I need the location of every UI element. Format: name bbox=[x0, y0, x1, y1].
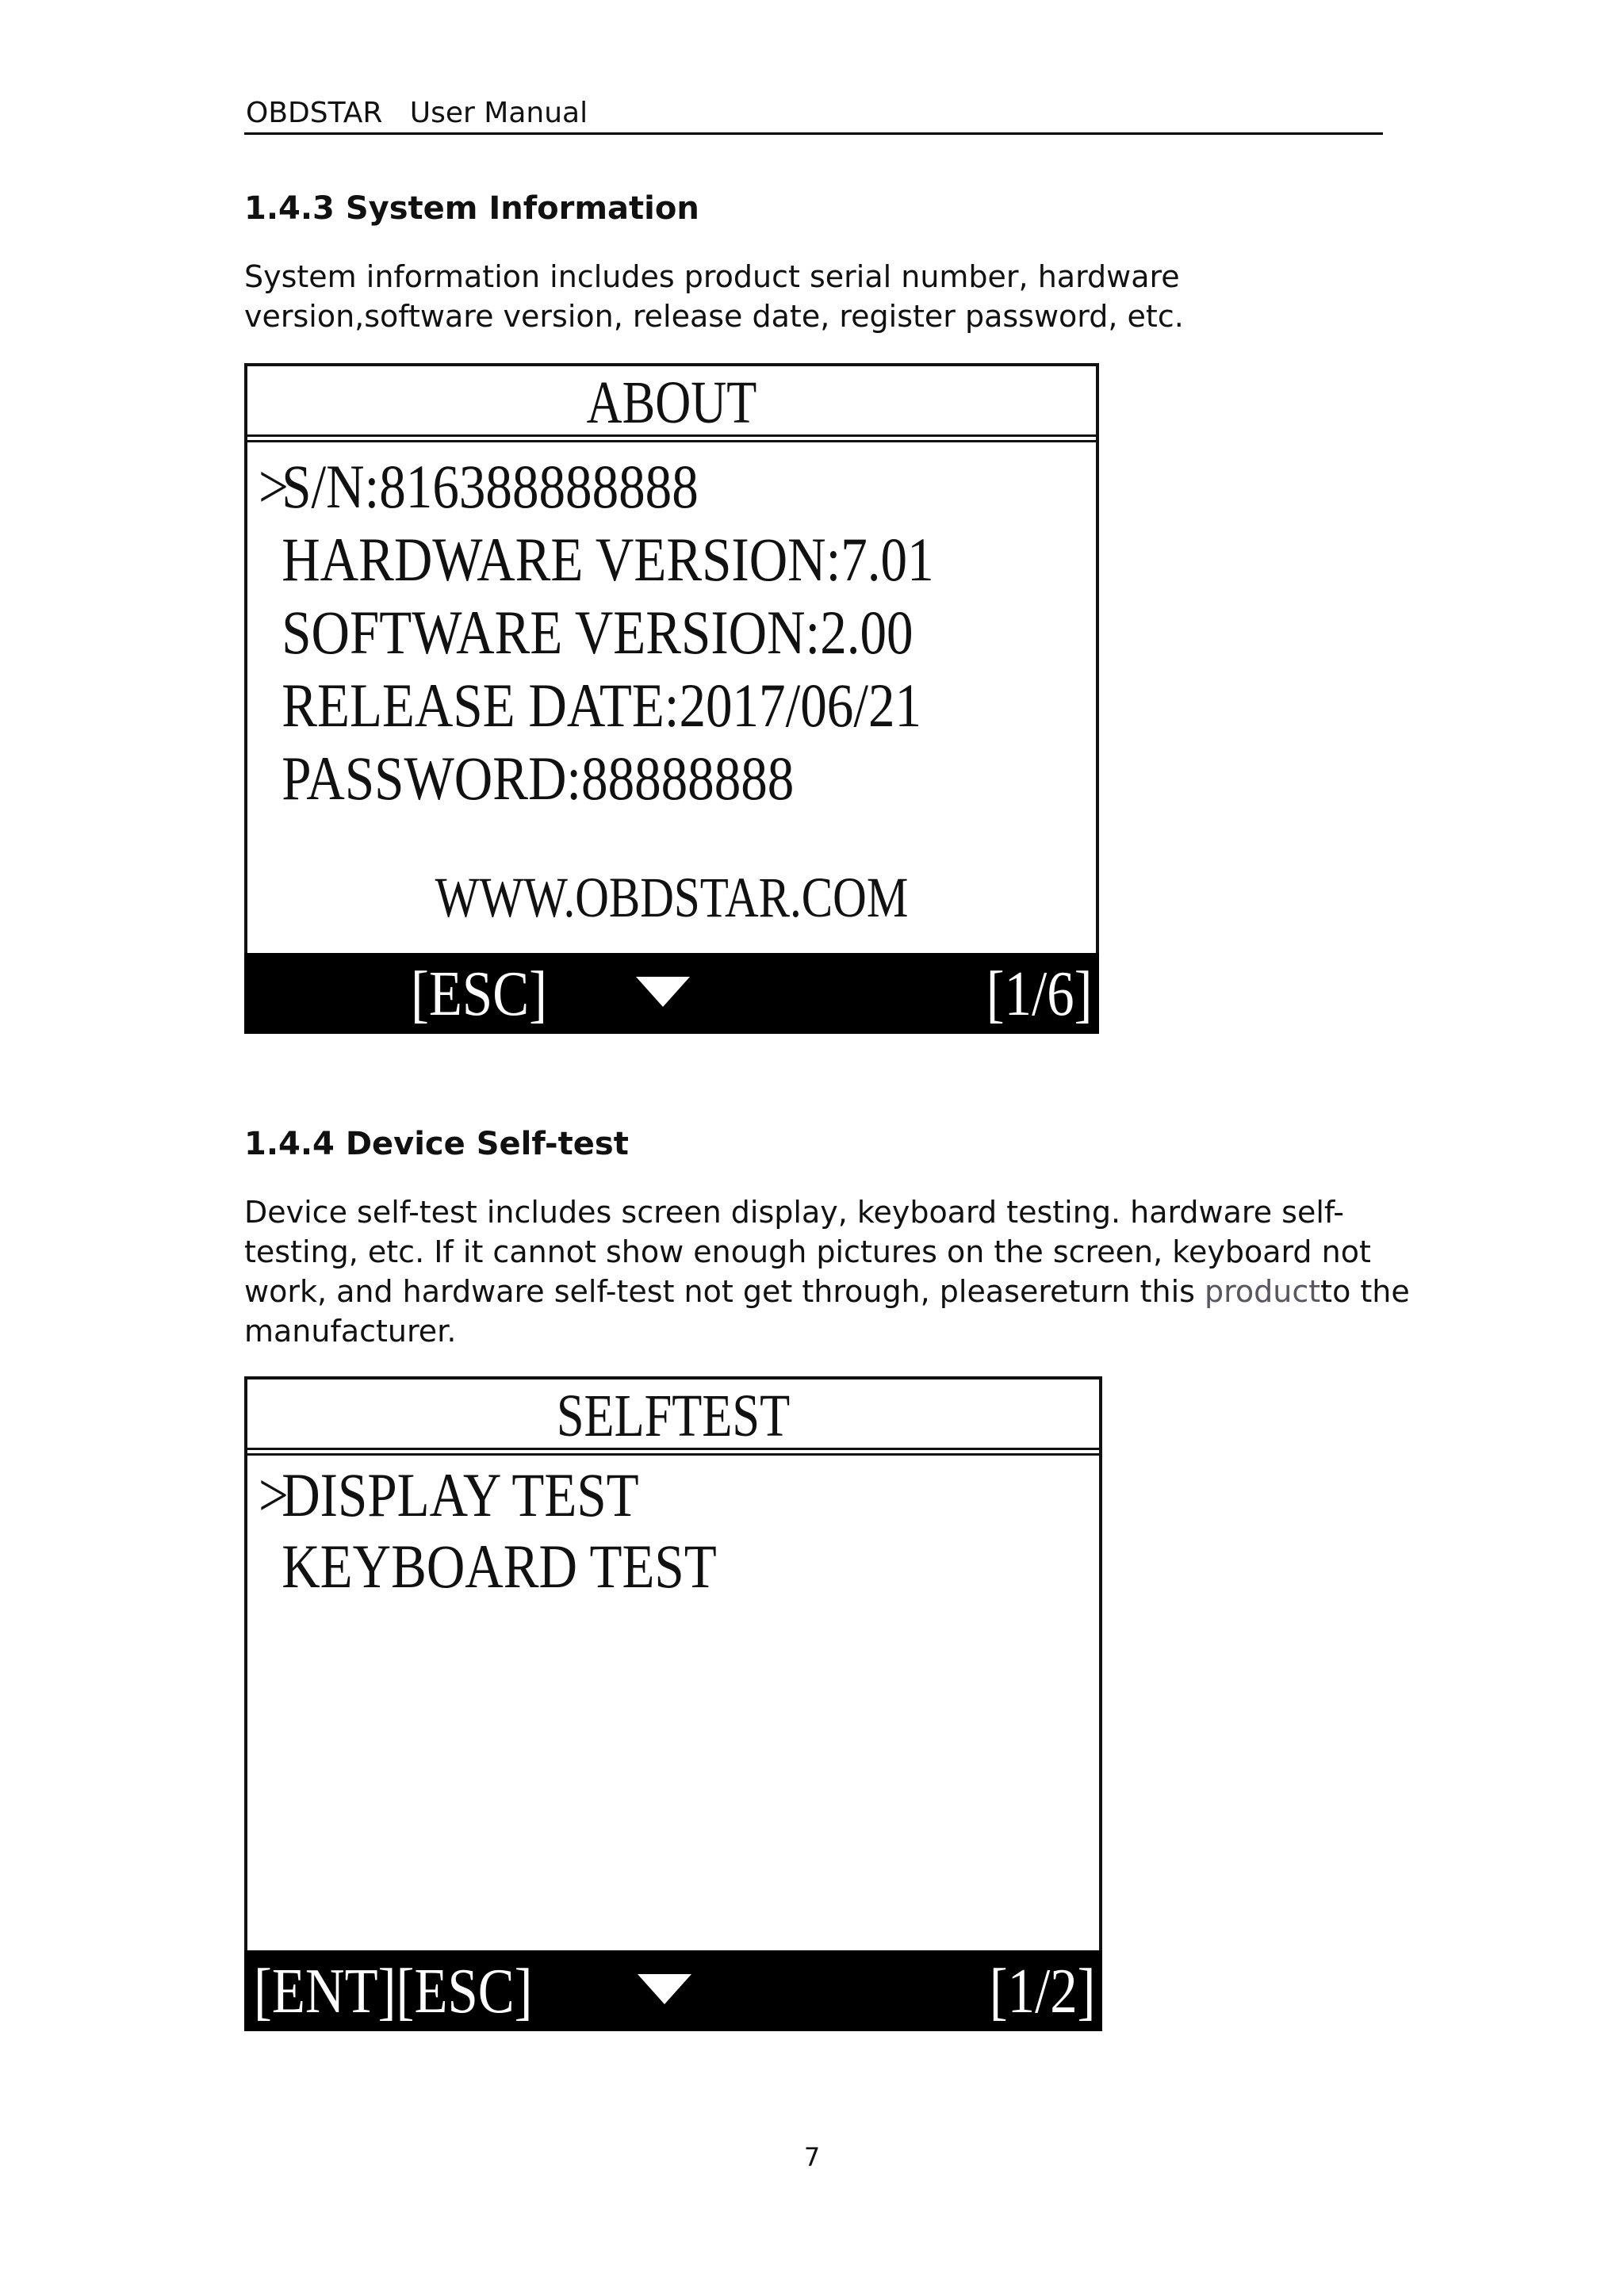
selftest-row-label: DISPLAY TEST bbox=[282, 1460, 639, 1529]
page-number: 7 bbox=[803, 2142, 821, 2172]
selftest-screen bbox=[244, 1376, 1102, 2031]
paragraph-line: version,software version, release date, register password, etc. bbox=[244, 299, 1184, 334]
about-url: WWW.OBDSTAR.COM bbox=[435, 866, 909, 929]
section-title-device-self-test: 1.4.4 Device Self-test bbox=[244, 1126, 629, 1162]
paragraph-line-part: work, and hardware self-test not get through, pleasereturn this bbox=[244, 1274, 1205, 1309]
selftest-title-bar bbox=[247, 1380, 1099, 1450]
header-text bbox=[246, 97, 588, 129]
about-row-label: S/N:816388888888 bbox=[282, 452, 699, 521]
selftest-row-display-test bbox=[259, 1462, 639, 1529]
down-arrow-icon bbox=[638, 1974, 691, 2004]
paragraph-line-part: to the bbox=[1320, 1274, 1410, 1309]
about-row-label: PASSWORD:88888888 bbox=[282, 744, 795, 813]
cursor-indicator: > bbox=[259, 452, 289, 521]
esc-key-label: [ESC] bbox=[411, 959, 547, 1029]
about-row-software bbox=[259, 599, 914, 666]
about-row-password bbox=[259, 745, 794, 812]
about-footer bbox=[244, 953, 1099, 1034]
section-title-system-information: 1.4.3 System Information bbox=[244, 190, 699, 227]
about-screen-title: ABOUT bbox=[586, 369, 757, 436]
about-row-label: HARDWARE VERSION:7.01 bbox=[282, 525, 934, 594]
about-screen bbox=[244, 363, 1099, 1034]
paragraph-line: testing, etc. If it cannot show enough pictures on the screen, keyboard not bbox=[244, 1234, 1371, 1269]
selftest-footer bbox=[244, 1950, 1102, 2031]
about-title-bar bbox=[247, 366, 1096, 437]
about-row-label: SOFTWARE VERSION:2.00 bbox=[282, 598, 914, 667]
page-indicator: [1/2] bbox=[990, 1957, 1096, 2026]
selftest-screen-title: SELFTEST bbox=[556, 1383, 791, 1449]
about-row-hardware bbox=[259, 526, 934, 593]
paragraph-line: System information includes product serial number, hardware bbox=[244, 259, 1180, 294]
paragraph-line: manufacturer. bbox=[244, 1314, 457, 1349]
down-arrow-icon bbox=[636, 977, 690, 1007]
page-indicator: [1/6] bbox=[986, 959, 1093, 1029]
cursor-indicator: > bbox=[259, 1460, 289, 1529]
about-row-serial bbox=[259, 453, 699, 520]
section-144-paragraph bbox=[244, 1192, 1410, 1351]
paragraph-line bbox=[244, 1272, 1410, 1311]
about-row-label: RELEASE DATE:2017/06/21 bbox=[282, 671, 922, 740]
header-title: User Manual bbox=[409, 97, 588, 129]
about-row-release-date bbox=[259, 672, 921, 739]
header-brand: OBDSTAR bbox=[246, 97, 383, 129]
page-header bbox=[244, 94, 1383, 135]
ent-esc-key-labels: [ENT][ESC] bbox=[254, 1957, 533, 2026]
selftest-row-label: KEYBOARD TEST bbox=[282, 1532, 717, 1601]
paragraph-line: Device self-test includes screen display, keyboard testing. hardware self- bbox=[244, 1195, 1344, 1230]
section-143-paragraph bbox=[244, 257, 1383, 336]
faded-word: product bbox=[1205, 1274, 1321, 1309]
selftest-row-keyboard-test bbox=[259, 1533, 717, 1600]
